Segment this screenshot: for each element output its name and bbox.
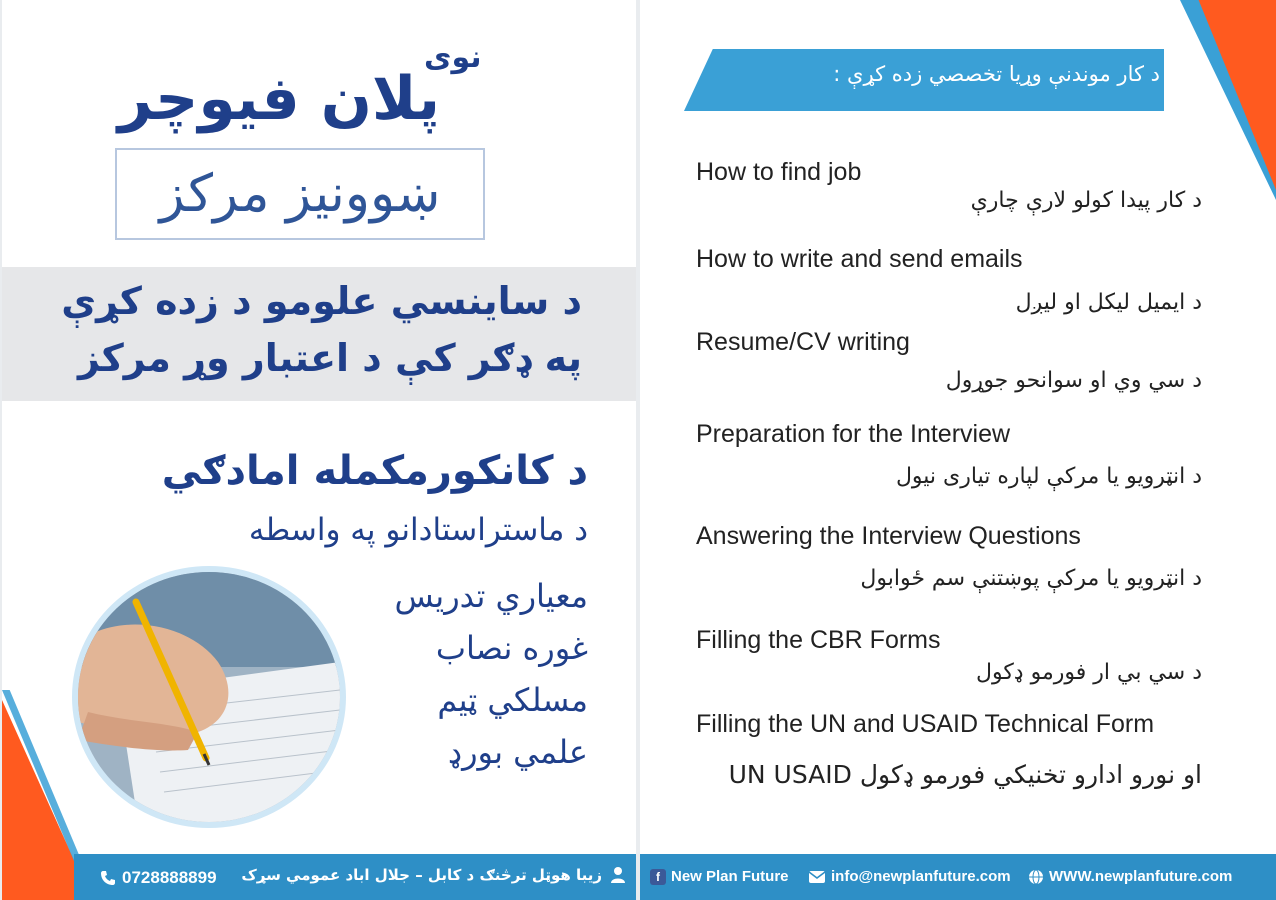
email-icon bbox=[808, 870, 826, 884]
student-writing-photo bbox=[72, 566, 346, 828]
feature-item: غوره نصاب bbox=[435, 629, 588, 667]
tagline-line-1: د ساینسي علومو د زده کړې bbox=[61, 279, 582, 323]
course-title-en: Filling the CBR Forms bbox=[696, 626, 941, 654]
course-title-en: Answering the Interview Questions bbox=[696, 522, 1081, 550]
course-title-ps: د ایمیل لیکل او لیږل bbox=[1015, 290, 1202, 315]
left-flyer-panel bbox=[2, 0, 636, 900]
konkor-heading: د کانکورمکمله امادګي bbox=[161, 448, 588, 494]
globe-icon bbox=[1028, 869, 1044, 885]
location-icon bbox=[610, 866, 626, 884]
right-footer-bar bbox=[640, 854, 1276, 900]
center-name: ښوونیز مرکز bbox=[159, 164, 441, 224]
course-title-ps: د انټرویو یا مرکې لپاره تیاری نیول bbox=[895, 464, 1202, 489]
feature-item: علمي بورډ bbox=[447, 733, 588, 771]
left-footer-bar bbox=[74, 854, 636, 900]
writing-hand-illustration bbox=[78, 572, 340, 822]
tagline-line-2: په ډګر کې د اعتبار وړ مرکز bbox=[78, 336, 582, 380]
course-title-en: Preparation for the Interview bbox=[696, 420, 1011, 448]
website-url: WWW.newplanfuture.com bbox=[1049, 868, 1233, 885]
feature-item: مسلکي ټیم bbox=[437, 681, 588, 719]
brand-title: پلان فیوچر bbox=[117, 64, 440, 134]
course-title-en: How to find job bbox=[696, 158, 862, 186]
facebook-contact bbox=[650, 868, 789, 885]
course-title-ps: د سي وي او سوانحو جوړول bbox=[945, 368, 1202, 393]
facebook-icon: f bbox=[650, 869, 666, 885]
email-contact bbox=[808, 868, 1011, 885]
address-contact bbox=[241, 866, 626, 884]
course-title-en: Filling the UN and USAID Technical Form bbox=[696, 710, 1155, 738]
course-title-ps: د کار پیدا کولو لارې چارې bbox=[970, 188, 1202, 213]
email-address: info@newplanfuture.com bbox=[831, 868, 1011, 885]
phone-number: 0728888899 bbox=[122, 868, 217, 887]
course-title-en: Resume/CV writing bbox=[696, 328, 910, 356]
address-text: زیبا هوټل ترڅنګ د کابل – جلال اباد عمومي سړک bbox=[241, 866, 602, 884]
masters-subheading: د ماستراستادانو په واسطه bbox=[248, 512, 588, 548]
phone-icon bbox=[100, 870, 116, 886]
course-title-ps: د انټرویو یا مرکې پوښتنې سم ځوابول bbox=[860, 566, 1202, 591]
right-flyer-panel bbox=[640, 0, 1276, 900]
course-title-ps: د سي بي ار فورمو ډکول bbox=[975, 660, 1202, 685]
website-contact bbox=[1028, 868, 1232, 885]
feature-item: معیاري تدریس bbox=[394, 577, 588, 615]
facebook-name: New Plan Future bbox=[671, 868, 789, 885]
phone-contact bbox=[100, 868, 217, 888]
center-name-box bbox=[115, 148, 485, 240]
brand-prefix: نوی bbox=[424, 40, 482, 75]
course-title-ps: UN USAID او نورو ادارو تخنیکي فورمو ډکول bbox=[728, 760, 1202, 789]
header-title: د کار موندنې وړیا تخصصي زده کړې : bbox=[833, 62, 1160, 86]
course-title-en: How to write and send emails bbox=[696, 245, 1023, 273]
